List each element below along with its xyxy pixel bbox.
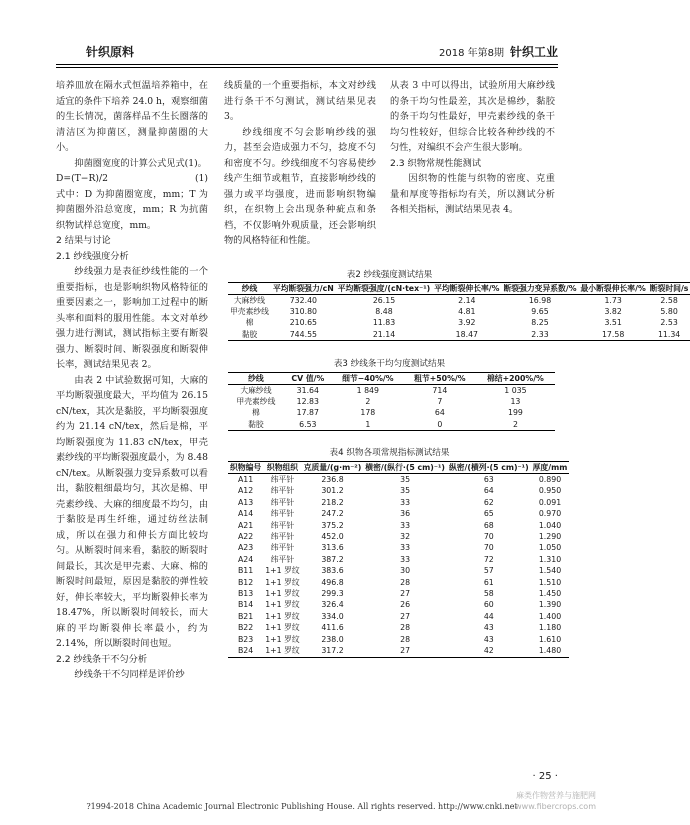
table-header-cell: 最小断裂伸长率/%	[580, 284, 646, 293]
table-cell: 6.53	[284, 419, 332, 431]
journal-logo: 针织工业	[509, 45, 558, 59]
table-cell: A24	[237, 554, 254, 564]
table-cell: 0	[404, 419, 476, 431]
table-header-cell: 纵密/(横列·(5 cm)⁻¹)	[448, 463, 529, 472]
table-cell: 26.15	[372, 296, 396, 305]
table-cell: 42	[447, 645, 531, 657]
watermark-line: 麻类作物营养与施肥网	[516, 791, 596, 800]
table-cell: 0.950	[538, 486, 562, 496]
table-header-cell: 织物编号	[230, 463, 262, 472]
table-cell: 11.34	[648, 329, 690, 341]
column-right	[390, 78, 555, 218]
table-cell: 27	[363, 645, 447, 657]
table-cell: 1 035	[504, 386, 527, 395]
table-cell: 299.3	[321, 589, 344, 599]
table-header-cell: 平均断裂伸长率/%	[434, 284, 500, 293]
table-cell: A23	[237, 543, 254, 553]
table-cell: 65	[483, 509, 494, 519]
paragraph: 纱线条干不匀同样是评价纱	[74, 669, 185, 680]
table-cell: 236.8	[321, 475, 344, 484]
table-cell: 301.2	[321, 486, 344, 496]
paragraph: 抑菌圈宽度的计算公式见式(1)。	[74, 157, 207, 169]
paragraph: 由表 2 中试验数据可知，大麻的平均断裂强度最大，平均值为 26.15 cN/tex，其次是黏胶，平均断裂强度约为 21.14 cN/tex，然后是棉，平均断裂强度为 11.83 cN/tex，甲壳素纱线的平均断裂强度最小，为 8.48 cN/tex。从断裂强力变异系数可以看出，黏胶粗细最均匀，其次是棉、甲壳素纱线、大麻的细度最不均匀，由于黏胶是再生纤维，通过纺丝法制成，所以在强力和伸长方面比较均匀。从断裂时间来看，黏胶的断裂时间最长，其次是甲壳素、大麻、棉的断裂时间最短，原因是黏胶的弹性较好，伸长率较大，平均断裂伸长率为18.47%，所以断裂时间较长，而大麻的平均断裂伸长率最小，约为 2.14%，所以断裂时间也短。	[56, 374, 209, 649]
table-header-cell: 粗节+50%/%	[404, 373, 476, 385]
table-cell: 43	[483, 634, 494, 644]
table-cell: 33	[400, 554, 411, 564]
table-cell: 9.65	[531, 307, 549, 317]
section-name: 针织原料	[86, 45, 135, 59]
paragraph: 培养皿放在隔水式恒温培养箱中，在适宜的条件下培养 24.0 h，观察细菌的生长情况，菌落样品不生长圈落的清洁区为抑菌区，测量抑菌圈的大小。	[56, 80, 208, 153]
table-cell: 3.82	[604, 307, 622, 317]
table-cell: 58	[483, 589, 494, 599]
table-cell: 12.83	[296, 397, 319, 407]
table-cell: 2	[365, 397, 371, 407]
table-row	[228, 611, 569, 622]
paragraph: 线质量的一个重要指标，本文对纱线进行条干不匀测试，测试结果见表 3。	[224, 80, 376, 122]
table-cell: 18.47	[432, 329, 501, 341]
table-cell: B14	[237, 600, 254, 610]
table-row	[228, 531, 569, 542]
table-header-cell: 细节−40%/%	[332, 373, 404, 385]
table-row	[228, 407, 555, 418]
table-4	[228, 461, 569, 658]
watermark-line: www.fibercrops.com	[515, 802, 596, 811]
table-cell: B23	[237, 634, 254, 644]
table-row	[228, 295, 690, 307]
table-cell: 1.510	[538, 577, 562, 587]
table-header-cell: 厚度/mm	[532, 463, 568, 472]
copyright-footer: ?1994-2018 China Academic Journal Electronic Publishing House. All rights reserved. http://www.cnki.net	[86, 802, 518, 811]
table-cell: 1+1 罗纹	[265, 646, 300, 656]
table-row	[228, 385, 555, 397]
table-cell: A14	[237, 509, 254, 519]
table-cell: 63	[483, 475, 494, 484]
table-row	[228, 485, 569, 496]
paragraph: 式中：D 为抑菌圈宽度，mm；T 为抑菌圈外沿总宽度，mm；R 为抗菌织物试样总宽度，mm。	[56, 188, 208, 231]
table-cell: 1.040	[538, 520, 562, 530]
table-cell: 1.540	[538, 566, 562, 576]
table-cell: 334.0	[321, 611, 344, 621]
table-cell: 218.2	[321, 497, 344, 507]
table-cell: 44	[483, 611, 494, 621]
table-cell: 1.400	[538, 611, 562, 621]
table-header-cell: 克质量/(g·m⁻²)	[303, 463, 362, 472]
table-header-cell: 棉结+200%/%	[476, 373, 555, 385]
table-cell: 2.53	[660, 318, 678, 328]
table-cell: 1	[332, 419, 404, 431]
table-cell: B24	[228, 645, 263, 657]
table-cell: A12	[237, 486, 254, 496]
table-cell: 496.8	[321, 577, 344, 587]
table-cell: 714	[432, 386, 448, 395]
table-cell: 0.970	[538, 509, 562, 519]
table-cell: 1.050	[538, 543, 562, 553]
table-row	[228, 329, 690, 341]
table-row	[228, 497, 569, 508]
table-cell: 178	[360, 408, 376, 418]
table-cell: A22	[237, 532, 254, 542]
table-cell: 387.2	[321, 554, 344, 564]
table-header-cell: 平均断裂强度/(cN·tex⁻¹)	[337, 284, 431, 293]
running-header	[56, 42, 558, 62]
table-row	[228, 396, 555, 407]
table-header-cell: CV 值/%	[284, 373, 332, 385]
table-row	[228, 419, 555, 431]
table-cell: 43	[483, 623, 494, 633]
table-cell: A21	[237, 520, 254, 530]
column-left	[56, 78, 208, 683]
table-cell: 28	[400, 577, 411, 587]
table-cell: 21.14	[336, 329, 432, 341]
table-2	[228, 282, 690, 341]
table-cell: 大麻纱线	[240, 386, 272, 395]
table-cell: 甲壳素纱线	[236, 397, 276, 407]
equation	[56, 171, 208, 187]
table-cell: 5.80	[660, 307, 678, 317]
table-cell: 27	[400, 589, 411, 599]
table-cell: 1+1 罗纹	[265, 577, 300, 587]
table-cell: 411.6	[321, 623, 344, 633]
table-row	[228, 474, 569, 486]
table-cell: 1.73	[604, 296, 622, 305]
table-cell: 7	[437, 397, 443, 407]
table-row	[228, 508, 569, 519]
table-header-cell: 断裂时间/s	[649, 284, 689, 293]
table-cell: B22	[237, 623, 254, 633]
table-cell: 0.091	[538, 497, 562, 507]
table-cell: 1.450	[538, 589, 562, 599]
table-cell: 64	[483, 486, 494, 496]
table-cell: 452.0	[321, 532, 344, 542]
journal-issue	[439, 43, 558, 60]
table-row	[228, 622, 569, 633]
table-cell: 纬平针	[270, 554, 295, 564]
table-cell: 28	[400, 634, 411, 644]
watermark	[515, 790, 596, 812]
table-cell: 17.87	[296, 408, 319, 418]
table-cell: 1.390	[538, 600, 562, 610]
table-cell: 1.290	[538, 532, 562, 542]
subsection-heading: 2.2 纱线条干不匀分析	[56, 653, 148, 665]
paragraph: 纱线强力是表征纱线性能的一个重要指标，也是影响织物风格特征的重要因素之一，影响加工过程中的断头率和面料的服用性能。本文对单纱强力进行测试，测试指标主要有断裂强力、断裂时间、断裂强度和断裂伸长率，测试结果见表 2。	[56, 266, 208, 370]
table-cell: 61	[483, 577, 494, 587]
table-cell: 纬平针	[270, 520, 295, 530]
table-cell: 甲壳素纱线	[230, 307, 269, 317]
table-cell: 16.98	[528, 296, 552, 305]
table-cell: 247.2	[321, 509, 344, 519]
table-cell: 棉	[252, 408, 260, 418]
table-cell: 黏胶	[228, 419, 284, 431]
table-row	[228, 306, 690, 317]
table-cell: 2	[476, 419, 555, 431]
table-cell: B13	[237, 589, 254, 599]
table-cell: 70	[483, 543, 494, 553]
table-header-cell: 织物组织	[263, 462, 302, 474]
table-cell: 31.64	[296, 386, 319, 395]
table-cell: 1.480	[531, 645, 570, 657]
table-cell: 8.48	[375, 307, 393, 317]
table-cell: 70	[483, 532, 494, 542]
table-cell: 1.180	[538, 623, 562, 633]
table-cell: 纬平针	[270, 509, 295, 519]
table-cell: 64	[434, 408, 445, 418]
table-cell: 62	[483, 497, 494, 507]
table-header-cell: 纱线	[228, 283, 271, 295]
table-cell: A11	[237, 475, 254, 484]
table-row	[228, 565, 569, 576]
table-header-cell: 纱线	[228, 373, 284, 385]
table-cell: A13	[237, 497, 254, 507]
table-row	[228, 542, 569, 553]
table-cell: 11.83	[372, 318, 396, 328]
table-cell: 732.40	[289, 296, 318, 305]
table-cell: 60	[483, 600, 494, 610]
table-cell: 1+1 罗纹	[265, 589, 300, 599]
table-cell: 纬平针	[270, 532, 295, 542]
table-cell: 199	[507, 408, 523, 418]
table-cell: 3.92	[458, 318, 476, 328]
table-row	[228, 554, 569, 565]
table-cell: 313.6	[321, 543, 344, 553]
paragraph: 因织物的性能与织物的密度、克重量和厚度等指标均有关，所以测试分析各相关指标，测试结果见表 4。	[390, 173, 555, 215]
table-cell: 1 849	[356, 386, 379, 395]
column-middle	[224, 78, 376, 249]
table-row	[228, 588, 569, 599]
table-row	[228, 645, 569, 657]
table-cell: 33	[400, 520, 411, 530]
table4-caption: 表4 织物各项常规指标测试结果	[329, 448, 450, 458]
table-cell: 317.2	[302, 645, 364, 657]
table-cell: 210.65	[289, 318, 318, 328]
table-cell: 2.33	[501, 329, 578, 341]
table-cell: 纬平针	[270, 497, 295, 507]
table-cell: 0.890	[538, 475, 562, 484]
table-cell: 1+1 罗纹	[265, 634, 300, 644]
table3-caption: 表3 纱线条干均匀度测试结果	[333, 359, 446, 369]
table-cell: 4.81	[458, 307, 476, 317]
table-cell: 238.0	[321, 634, 344, 644]
table-cell: 1.310	[538, 554, 562, 564]
subsection-heading: 2.3 织物常规性能测试	[390, 157, 482, 169]
table-cell: 1+1 罗纹	[265, 600, 300, 610]
table-cell: 33	[400, 543, 411, 553]
paragraph: 纱线细度不匀会影响纱线的强力，甚至会造成强力不匀，捻度不匀和密度不匀。纱线细度不匀容易使纱线产生细节或粗节，直接影响纱线的强力或平均强度，进而影响织物编织，在织物上会出现条种疵点和条档，不仅影响外观质量，还会影响织物的风格特征和性能。	[224, 126, 376, 246]
table-cell: 2.58	[660, 296, 678, 305]
table-cell: 27	[400, 611, 411, 621]
table-cell: 1+1 罗纹	[265, 623, 300, 633]
table-cell: 36	[400, 509, 411, 519]
section-heading: 2 结果与讨论	[56, 235, 111, 246]
table-header-cell: 断裂强力变异系数/%	[503, 284, 577, 293]
table-cell: 26	[400, 600, 411, 610]
table-cell: 13	[510, 397, 521, 407]
table-cell: B12	[237, 577, 254, 587]
table-cell: 68	[483, 520, 494, 530]
table-cell: 8.25	[531, 318, 549, 328]
table-cell: 72	[483, 554, 494, 564]
equation-number: (1)	[194, 173, 208, 184]
table-cell: 375.2	[321, 520, 344, 530]
table-cell: 2.14	[458, 296, 476, 305]
table-cell: 1.610	[538, 634, 562, 644]
table-cell: 纬平针	[270, 543, 295, 553]
table-cell: 黏胶	[228, 329, 271, 341]
table-cell: 棉	[245, 318, 254, 328]
table-row	[228, 520, 569, 531]
table-cell: 310.80	[289, 307, 318, 317]
page-number: · 25 ·	[532, 771, 558, 782]
table-cell: B21	[237, 611, 254, 621]
header-rule-thin	[56, 67, 558, 68]
table-cell: 35	[400, 486, 411, 496]
table-row	[228, 599, 569, 610]
table-cell: 326.4	[321, 600, 344, 610]
table-row	[228, 577, 569, 588]
table-cell: 33	[400, 497, 411, 507]
table-row	[228, 634, 569, 645]
table-cell: 28	[400, 623, 411, 633]
paragraph: 从表 3 中可以得出，试验所用大麻纱线的条干均匀性最差，其次是棉纱，黏胶的条干均匀性最好，甲壳素纱线的条干均匀性较好，但综合比较各种纱线的不匀性，对编织不会产生很大影响。	[390, 80, 555, 153]
table-cell: 纬平针	[270, 475, 295, 484]
table-cell: 744.55	[271, 329, 336, 341]
table-cell: 57	[483, 566, 494, 576]
table-cell: 1+1 罗纹	[265, 611, 300, 621]
header-rule-thick	[56, 64, 558, 65]
table-cell: 35	[400, 475, 411, 484]
table-cell: 30	[400, 566, 411, 576]
table-cell: 383.6	[321, 566, 344, 576]
table-cell: 1+1 罗纹	[265, 566, 300, 576]
table-header-cell: 平均断裂强力/cN	[272, 284, 334, 293]
table-row	[228, 317, 690, 328]
subsection-heading: 2.1 纱线强度分析	[56, 250, 129, 262]
table-3	[228, 372, 555, 431]
issue-label: 2018 年第8期	[438, 48, 504, 59]
table-cell: 17.58	[579, 329, 648, 341]
table-cell: 大麻纱线	[233, 296, 266, 305]
table-cell: 3.51	[604, 318, 622, 328]
equation-body: D=(T−R)/2	[56, 173, 108, 184]
table-cell: 纬平针	[270, 486, 295, 496]
table-header-cell: 横密/(纵行·(5 cm)⁻¹)	[365, 463, 445, 472]
table-cell: 32	[400, 532, 411, 542]
table2-caption: 表2 纱线强度测试结果	[346, 270, 433, 280]
table-cell: B11	[237, 566, 254, 576]
